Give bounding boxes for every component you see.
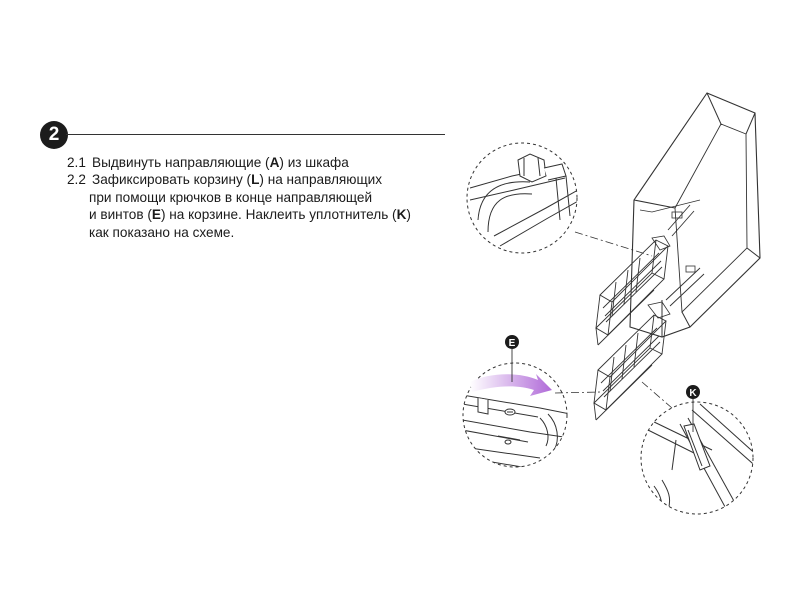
assembly-illustration [460,80,780,520]
instruction-2-2-cont-3 [67,224,467,241]
part-label-e: E [151,207,161,223]
instruction-text: Выдвинуть направляющие ( [92,155,270,170]
part-label-a: A [269,155,280,170]
instruction-2-2 [67,171,467,188]
instruction-text: как показано на схеме. [89,224,235,240]
instruction-text: ) на направляющих [259,172,383,188]
callout-k-label: K [689,388,697,399]
leader-lines [555,232,672,408]
cabinet [630,93,760,337]
part-label-l: L [251,172,260,188]
instruction-number: 2.2 [67,172,86,188]
direction-arrow-icon [470,374,552,396]
instruction-text: и винтов ( [89,207,152,223]
callout-e-label: E [508,338,516,349]
instruction-text: при помощи крючков в конце направляющей [89,189,373,205]
instruction-number: 2.1 [67,155,86,170]
instruction-text: ) [406,207,411,223]
step-divider [66,134,445,135]
instruction-2-1 [67,154,467,171]
detail-seal [641,402,760,516]
detail-screw [462,363,570,470]
callout-e-badge [505,335,519,349]
instruction-2-2-cont-2 [67,206,467,223]
lower-basket [594,266,704,420]
step-number-badge: 2 [40,121,68,149]
instruction-text: ) из шкафа [279,155,349,170]
instruction-2-2-cont-1 [67,189,467,206]
detail-hook [467,143,580,253]
instruction-text: Зафиксировать корзину ( [92,172,252,188]
part-label-k: K [396,207,407,223]
instruction-text: ) на корзине. Наклеить уплотнитель ( [160,207,397,223]
callout-k-badge [686,385,700,399]
instruction-list [67,154,467,241]
